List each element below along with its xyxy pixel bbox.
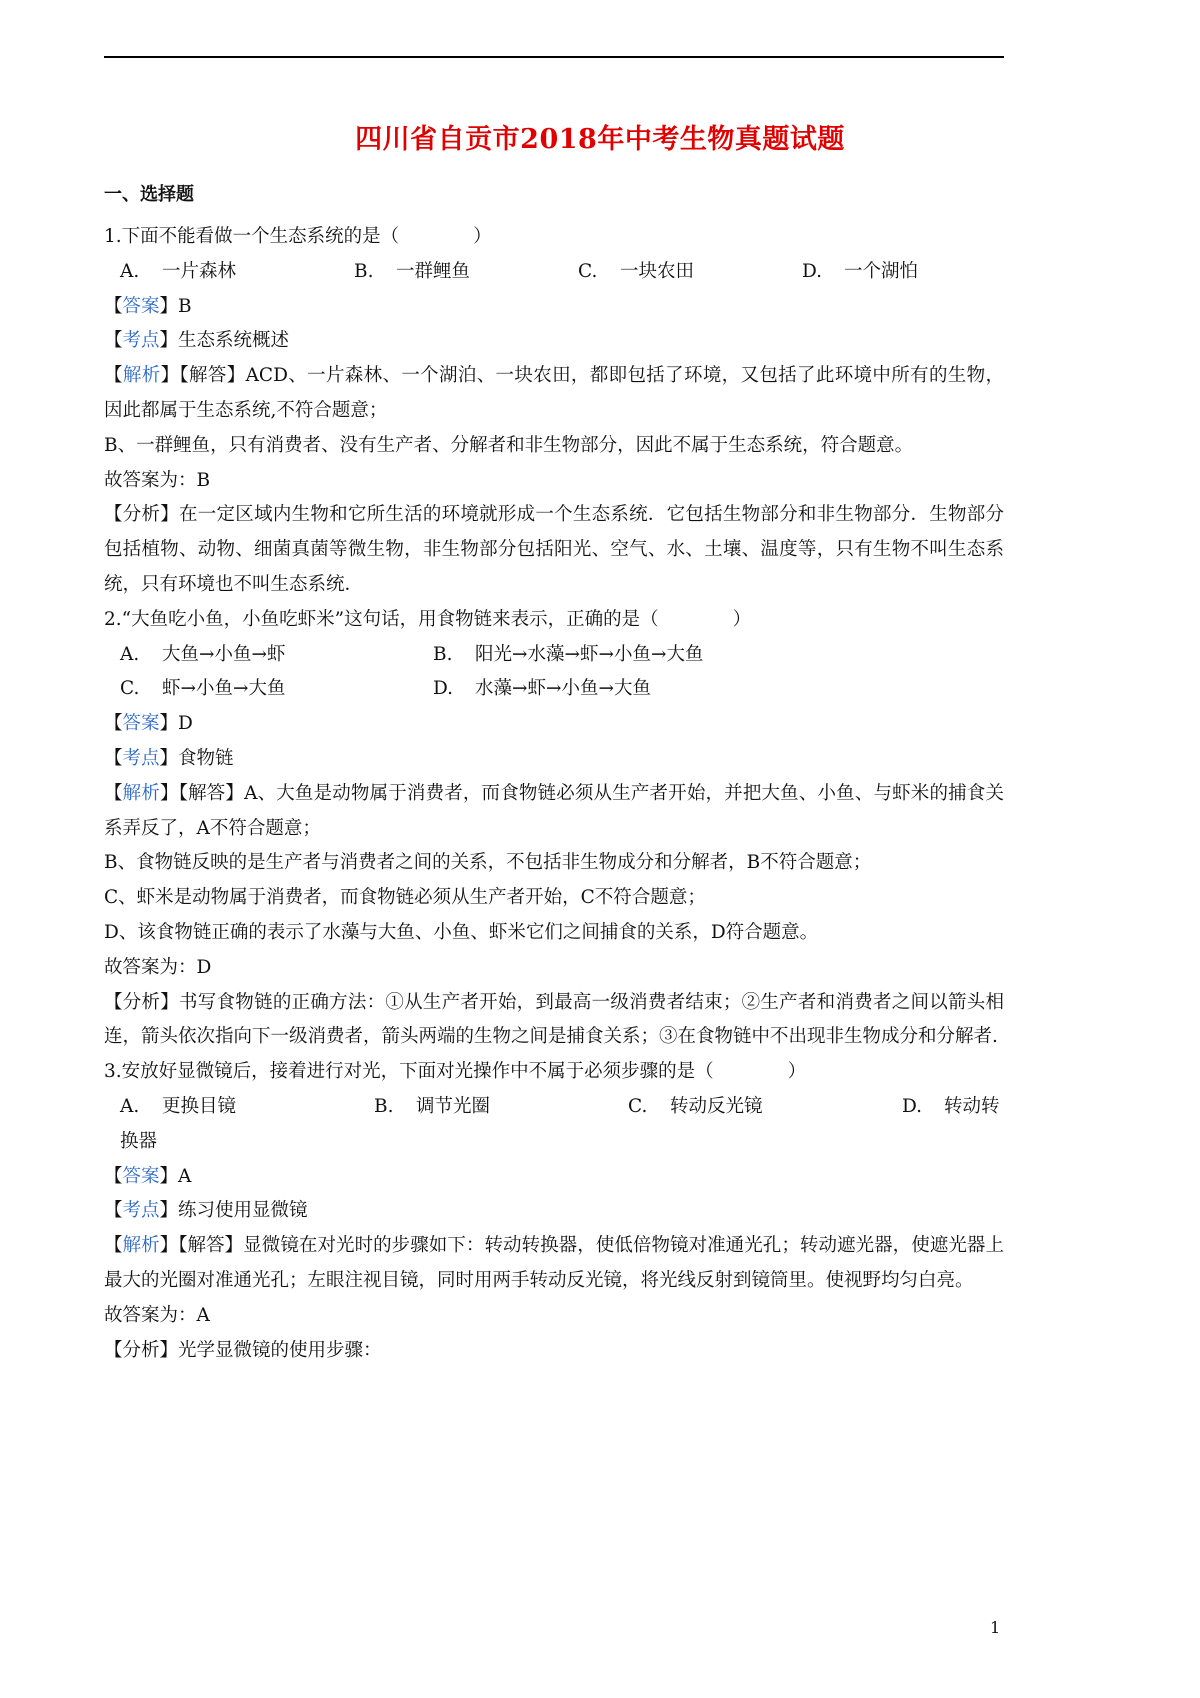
topic-label: 考点	[122, 330, 160, 352]
q2-explain-4: D、该食物链正确的表示了水藻与大鱼、小鱼、虾米它们之间捕食的关系，D符合题意。	[104, 921, 819, 943]
document-body	[104, 220, 1004, 1368]
page-number: 1	[990, 1618, 1001, 1637]
q2-stem: 2.“大鱼吃小鱼，小鱼吃虾米”这句话，用食物链来表示，正确的是（ ）	[104, 608, 752, 630]
q1-options	[104, 255, 1004, 290]
q3-options	[104, 1090, 1004, 1125]
analysis-text: 书写食物链的正确方法：①从生产者开始，到最高一级消费者结束；②生产者和消费者之间以箭头相连，箭头依次指向下一级消费者，箭头两端的生物之间是捕食关系；③在食物链中不出现非生物成分和分解者.	[104, 991, 1004, 1048]
option-text: 水藻→虾→小鱼→大鱼	[475, 678, 652, 700]
q3-analysis: 【分析】光学显微镜的使用步骤：	[104, 1339, 382, 1361]
q2-option-b	[433, 638, 1004, 673]
q2-options-row2	[104, 672, 1004, 707]
answer-value: B	[178, 295, 192, 317]
section-heading: 一、选择题	[104, 184, 194, 205]
option-letter: D.	[902, 1095, 923, 1117]
answer-label: 答案	[122, 295, 160, 317]
option-letter: C.	[628, 1095, 648, 1117]
q3-option-d-continued: 换器	[120, 1130, 158, 1152]
option-text: 虾→小鱼→大鱼	[162, 678, 286, 700]
analysis-text: 在一定区域内生物和它所生活的环境就形成一个生态系统．它包括生物部分和非生物部分．生物部分包括植物、动物、细菌真菌等微生物，非生物部分包括阳光、空气、水、土壤、温度等，只有生物不叫生态系统，只有环境也不叫生态系统．	[104, 504, 1004, 595]
solve-label: 【解答】	[179, 365, 246, 387]
solve-label: 【解答】	[178, 1235, 244, 1257]
q2-explain-2: B、食物链反映的是生产者与消费者之间的关系，不包括非生物成分和分解者，B不符合题意；	[104, 852, 872, 874]
q3-final: 故答案为：A	[104, 1304, 210, 1326]
explain-label: 解析	[122, 782, 160, 804]
option-letter: B.	[354, 260, 374, 282]
page-title: 四川省自贡市2018年中考生物真题试题	[355, 124, 845, 155]
analysis-label: 分析	[122, 504, 161, 526]
explain-text: 显微镜在对光时的步骤如下：转动转换器，使低倍物镜对准通光孔；转动遮光器，使遮光器上最大的光圈对准通光孔；左眼注视目镜，同时用两手转动反光镜，将光线反射到镜筒里。使视野均匀白亮。	[104, 1235, 1004, 1291]
topic-value: 生态系统概述	[178, 330, 290, 352]
explain-label: 解析	[122, 365, 161, 387]
q2-analysis: 【分析】书写食物链的正确方法：①从生产者开始，到最高一级消费者结束；②生产者和消费者之间以箭头相连，箭头依次指向下一级消费者，箭头两端的生物之间是捕食关系；③在食物链中不出现非生物成分和分解者.	[104, 991, 1004, 1048]
q2-final: 故答案为：D	[104, 956, 212, 978]
q1-answer: 【答案】B	[104, 295, 192, 317]
q2-option-a	[120, 638, 433, 673]
answer-value: D	[178, 713, 193, 735]
q3-answer: 【答案】A	[104, 1165, 192, 1187]
q1-analysis: 【分析】在一定区域内生物和它所生活的环境就形成一个生态系统．它包括生物部分和非生物部分．生物部分包括植物、动物、细菌真菌等微生物，非生物部分包括阳光、空气、水、土壤、温度等，只有生物不叫生态系统，只有环境也不叫生态系统．	[104, 504, 1004, 595]
answer-value: A	[178, 1165, 192, 1187]
analysis-text: 光学显微镜的使用步骤：	[178, 1339, 382, 1361]
topic-value: 练习使用显微镜	[178, 1200, 308, 1222]
q2-explain: 【解析】【解答】A、大鱼是动物属于消费者，而食物链必须从生产者开始，并把大鱼、小鱼、与虾米的捕食关系弄反了，A不符合题意；	[104, 782, 1004, 839]
q3-option-d	[902, 1090, 1004, 1125]
q2-option-d	[433, 672, 1004, 707]
option-text: 一片森林	[162, 260, 237, 282]
topic-label: 考点	[122, 747, 160, 769]
explain-text: ACD、一片森林、一个湖泊、一块农田，都即包括了环境，又包括了此环境中所有的生物，因此都属于生态系统,不符合题意；	[104, 365, 1004, 421]
q3-option-a	[120, 1090, 374, 1125]
option-letter: A.	[120, 260, 140, 282]
q3-topic: 【考点】练习使用显微镜	[104, 1200, 308, 1222]
q1-stem: 1.下面不能看做一个生态系统的是（ ）	[104, 226, 492, 247]
analysis-label: 分析	[122, 1339, 160, 1361]
q3-option-b	[374, 1090, 628, 1125]
option-letter: A.	[120, 643, 140, 665]
q1-explain: 【解析】【解答】ACD、一片森林、一个湖泊、一块农田，都即包括了环境，又包括了此环境中所有的生物，因此都属于生态系统,不符合题意；	[104, 365, 1004, 421]
q3-explain: 【解析】【解答】显微镜在对光时的步骤如下：转动转换器，使低倍物镜对准通光孔；转动遮光器，使遮光器上最大的光圈对准通光孔；左眼注视目镜，同时用两手转动反光镜，将光线反射到镜筒里。使视野均匀白亮。	[104, 1235, 1004, 1291]
option-letter: C.	[578, 260, 598, 282]
option-text: 转动反光镜	[670, 1095, 763, 1117]
explain-label: 解析	[122, 1235, 160, 1257]
q1-final: 故答案为：B	[104, 469, 211, 491]
q2-options-row1	[104, 638, 1004, 673]
topic-label: 考点	[122, 1200, 160, 1222]
q2-topic: 【考点】食物链	[104, 747, 234, 769]
option-letter: B.	[433, 643, 453, 665]
q1-option-b	[354, 255, 578, 290]
q2-option-c	[120, 672, 433, 707]
option-text: 阳光→水藻→虾→小鱼→大鱼	[475, 643, 704, 665]
answer-label: 答案	[122, 1165, 160, 1187]
explain-text: A、大鱼是动物属于消费者，而食物链必须从生产者开始，并把大鱼、小鱼、与虾米的捕食关系弄反了，A不符合题意；	[104, 782, 1004, 839]
q3-option-c	[628, 1090, 902, 1125]
q2-answer: 【答案】D	[104, 713, 193, 735]
option-text: 一群鲤鱼	[396, 260, 471, 282]
option-letter: B.	[374, 1095, 394, 1117]
q3-stem: 3.安放好显微镜后，接着进行对光，下面对光操作中不属于必须步骤的是（ ）	[104, 1061, 807, 1083]
option-letter: C.	[120, 678, 140, 700]
option-letter: A.	[120, 1095, 140, 1117]
solve-label: 【解答】	[178, 782, 245, 804]
q1-explain-2: B、一群鲤鱼，只有消费者、没有生产者、分解者和非生物部分，因此不属于生态系统，符合题意。	[104, 434, 914, 456]
q1-option-c	[578, 255, 802, 290]
option-text: 转动转	[944, 1095, 1000, 1117]
analysis-label: 分析	[122, 991, 161, 1013]
option-text: 更换目镜	[162, 1095, 237, 1117]
q2-explain-3: C、虾米是动物属于消费者，而食物链必须从生产者开始，C不符合题意；	[104, 887, 706, 909]
option-letter: D.	[802, 260, 823, 282]
header-rule	[104, 56, 1004, 58]
topic-value: 食物链	[178, 747, 234, 769]
answer-label: 答案	[122, 713, 160, 735]
option-letter: D.	[433, 678, 454, 700]
option-text: 一个湖怕	[844, 260, 919, 282]
q1-topic: 【考点】生态系统概述	[104, 330, 290, 352]
option-text: 大鱼→小鱼→虾	[162, 643, 286, 665]
q1-option-d	[802, 255, 1004, 290]
q1-option-a	[120, 255, 354, 290]
option-text: 一块农田	[620, 260, 695, 282]
option-text: 调节光圈	[416, 1095, 491, 1117]
